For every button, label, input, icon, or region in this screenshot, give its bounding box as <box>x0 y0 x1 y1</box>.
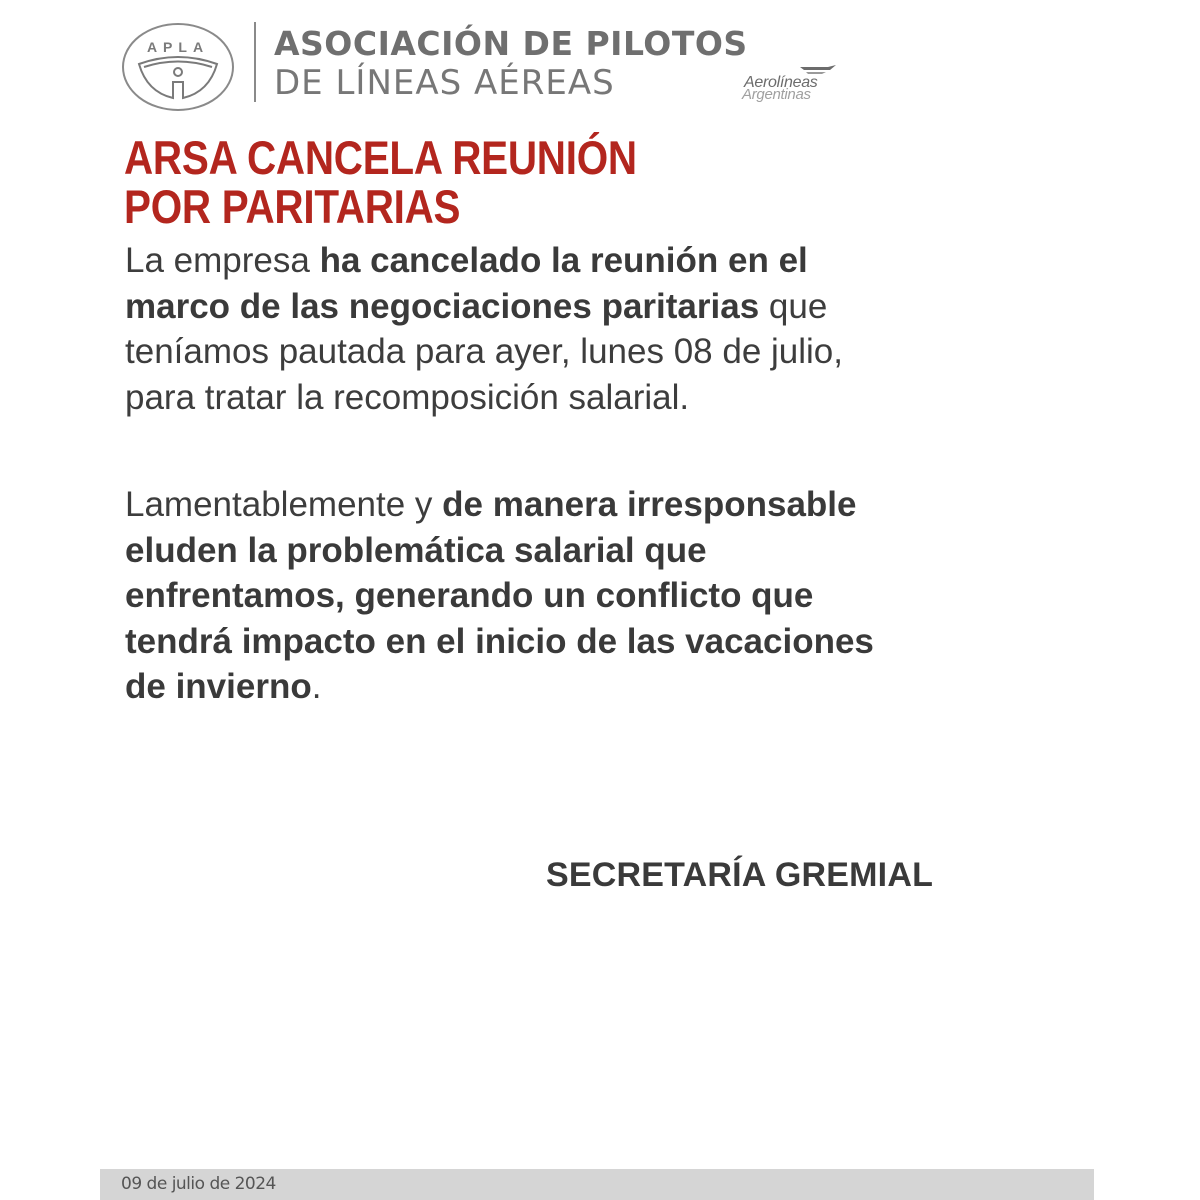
org-name-line1: ASOCIACIÓN DE PILOTOS <box>274 24 748 63</box>
text-bold: eluden la problemática salarial que <box>125 530 707 570</box>
text-bold: marco de las negociaciones paritarias <box>125 286 760 326</box>
text-normal: . <box>311 667 322 706</box>
text-normal: Lamentablemente y <box>125 485 443 524</box>
headline-line1: ARSA CANCELA REUNIÓN <box>124 131 637 184</box>
airline-name-line2: Argentinas <box>742 86 811 103</box>
text-bold: de invierno <box>125 667 312 706</box>
headline-line2: POR PARITARIAS <box>124 180 461 233</box>
airline-name-line1: Aerolíneas <box>744 74 818 91</box>
paragraph-line: teníamos pautada para ayer, lunes 08 de julio, <box>125 332 843 371</box>
headline <box>124 133 637 231</box>
text-normal: La empresa <box>125 241 320 280</box>
publication-date: 09 de julio de 2024 <box>121 1174 276 1194</box>
paragraph-line <box>125 238 1125 284</box>
paragraph-line <box>125 528 1125 574</box>
org-name-line2: DE LÍNEAS AÉREAS <box>274 63 615 103</box>
text-normal: que <box>759 286 828 326</box>
text-bold: enfrentamos, generando un conflicto que <box>125 576 814 615</box>
header-divider <box>254 22 256 102</box>
text-bold: tendrá impacto en el inicio de las vacaciones <box>125 621 874 661</box>
signature: SECRETARÍA GREMIAL <box>546 856 934 894</box>
logo-text: APLA <box>146 39 210 55</box>
paragraph-line: para tratar la recomposición salarial. <box>125 377 690 417</box>
paragraph-line <box>125 573 1125 619</box>
paragraph-2 <box>125 482 1125 710</box>
paragraph-line <box>125 482 1125 528</box>
aerolineas-argentinas-logo <box>740 64 840 104</box>
text-bold: de manera irresponsable <box>442 485 857 524</box>
paragraph-1 <box>125 238 1125 420</box>
apla-logo <box>121 22 235 112</box>
paragraph-line <box>125 664 1125 710</box>
footer-bar <box>100 1169 1094 1200</box>
text-bold: ha cancelado la reunión en el <box>319 241 808 280</box>
paragraph-line <box>125 619 1125 665</box>
paragraph-line <box>125 284 1125 330</box>
